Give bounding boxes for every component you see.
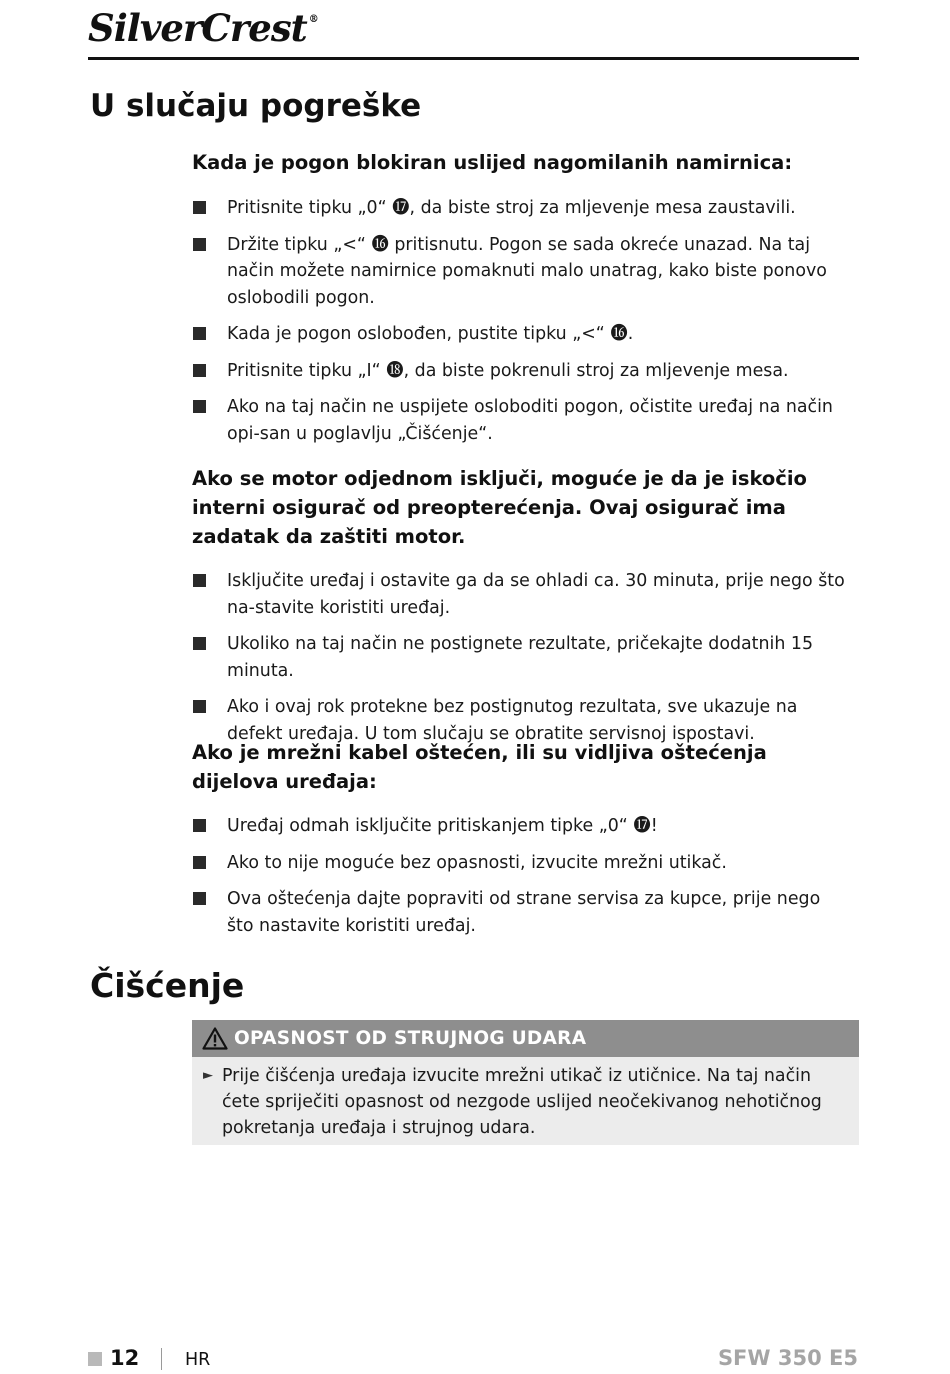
subheading-motor-overload: Ako se motor odjednom isključi, moguće je da je iskočio interni osigurač od preopterećenja. Ovaj osigurač ima zadatak da zaštiti motor. [192,467,807,548]
page-number: 12 [110,1346,140,1370]
bullet-square-icon [193,238,206,251]
warning-body [192,1057,859,1145]
list-item: Ako to nije moguće bez opasnosti, izvucite mrežni utikač. [192,850,852,877]
warning-box [192,1020,859,1145]
bullet-list-damaged-cable [192,813,852,949]
subheading-damaged-cable: Ako je mrežni kabel oštećen, ili su vidljiva oštećenja dijelova uređaja: [192,741,767,793]
list-item: Ako i ovaj rok protekne bez postignutog rezultata, sve ukazuje na defekt uređaja. U tom slučaju se obratite servisnoj ispostavi. [192,694,852,747]
bullet-square-icon [193,856,206,869]
bullet-square-icon [193,637,206,650]
warning-triangle-icon [202,1027,228,1050]
bullet-square-icon [193,400,206,413]
section-title-cleaning: Čišćenje [90,966,245,1005]
list-item: Kada je pogon oslobođen, pustite tipku „<“ ⓰. [192,321,852,348]
arrow-right-icon: ► [203,1068,213,1083]
subheading-blocked-drive: Kada je pogon blokiran uslijed nagomilanih namirnica: [192,151,793,174]
section-title-error: U slučaju pogreške [90,88,422,124]
list-item: Ukoliko na taj način ne postignete rezultate, pričekajte dodatnih 15 minuta. [192,631,852,684]
warning-header [192,1020,859,1057]
bullet-square-icon [193,892,206,905]
footer-divider [161,1348,162,1370]
footer-square-icon [88,1352,102,1366]
list-item: Ako na taj način ne uspijete osloboditi pogon, očistite uređaj na način opi-san u poglavlju „Čišćenje“. [192,394,852,447]
warning-text: Prije čišćenja uređaja izvucite mrežni utikač iz utičnice. Na taj način ćete spriječiti opasnost od nezgode uslijed neočekivanog nehotičnog pokretanja uređaja i strujnog udara. [222,1066,822,1138]
bullet-list-blocked-drive [192,195,852,457]
language-code: HR [185,1350,211,1370]
model-number: SFW 350 E5 [717,1346,858,1370]
list-item: Uređaj odmah isključite pritiskanjem tipke „0“ ⓱! [192,813,852,840]
bullet-square-icon [193,700,206,713]
bullet-square-icon [193,819,206,832]
bullet-square-icon [193,574,206,587]
header-rule [88,57,859,60]
list-item: Pritisnite tipku „I“ ⓲, da biste pokrenuli stroj za mljevenje mesa. [192,358,852,385]
list-item: Pritisnite tipku „0“ ⓱, da biste stroj za mljevenje mesa zaustavili. [192,195,852,222]
warning-title: OPASNOST OD STRUJNOG UDARA [234,1028,587,1049]
list-item: Isključite uređaj i ostavite ga da se ohladi ca. 30 minuta, prije nego što na-stavite koristiti uređaj. [192,568,852,621]
brand-logo: SilverCrest ® [88,6,318,50]
list-item: Držite tipku „<“ ⓰ pritisnutu. Pogon se sada okreće unazad. Na taj način možete namirnice pomaknuti malo unatrag, kako biste ponovo oslobodili pogon. [192,232,852,312]
bullet-square-icon [193,327,206,340]
bullet-square-icon [193,364,206,377]
list-item: Ova oštećenja dajte popraviti od strane servisa za kupce, prije nego što nastavite koristiti uređaj. [192,886,852,939]
bullet-square-icon [193,201,206,214]
bullet-list-motor-overload [192,568,852,757]
